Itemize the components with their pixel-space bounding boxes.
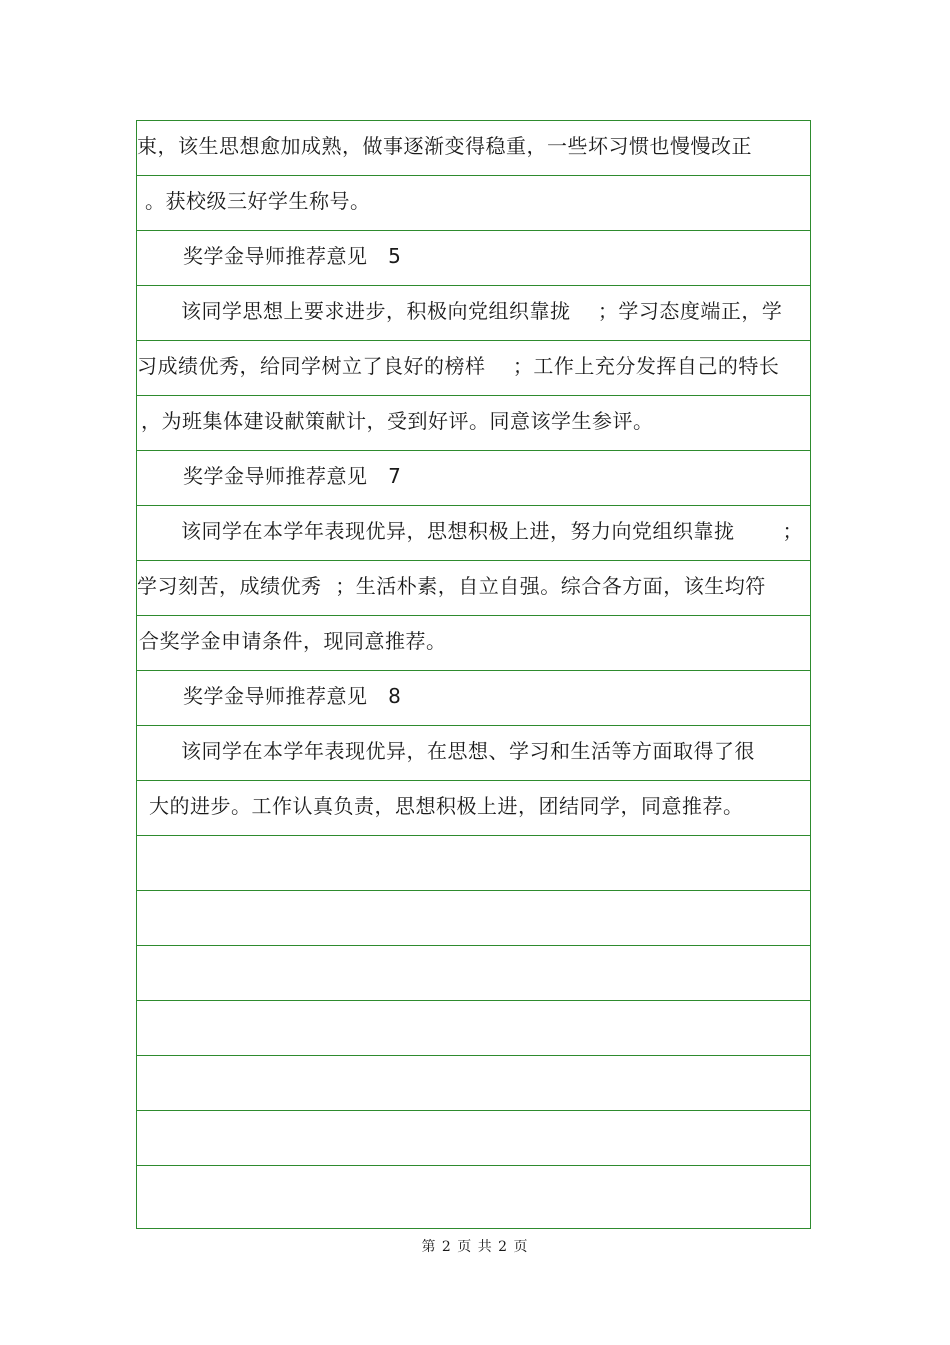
text-line: 。获校级三好学生称号。	[145, 189, 371, 213]
ruled-line	[137, 341, 810, 396]
text-line: 该同学思想上要求进步，积极向党组织靠拢 ；学习态度端正，学	[181, 299, 783, 323]
ruled-line	[137, 286, 810, 341]
ruled-line	[137, 176, 810, 231]
ruled-line	[137, 946, 810, 1001]
text-line: 该同学在本学年表现优异，思想积极上进，努力向党组织靠拢 ；	[181, 519, 804, 543]
ruled-line	[137, 231, 810, 286]
ruled-line	[137, 781, 810, 836]
ruled-line	[137, 1111, 810, 1166]
ruled-line	[137, 616, 810, 671]
ruled-line	[137, 836, 810, 891]
section-heading: 奖学金导师推荐意见 7	[183, 464, 402, 488]
ruled-line	[137, 396, 810, 451]
ruled-line	[137, 1056, 810, 1111]
text-line: 学习刻苦，成绩优秀 ；生活朴素，自立自强。综合各方面，该生均符	[137, 574, 766, 598]
text-line: 该同学在本学年表现优异，在思想、学习和生活等方面取得了很	[181, 739, 755, 763]
ruled-line	[137, 506, 810, 561]
ruled-line	[137, 726, 810, 781]
ruled-line	[137, 1001, 810, 1056]
ruled-paper	[136, 120, 811, 1229]
ruled-line	[137, 451, 810, 506]
section-heading: 奖学金导师推荐意见 5	[183, 244, 402, 268]
ruled-line	[137, 671, 810, 726]
page-footer: 第 2 页 共 2 页	[421, 1239, 529, 1255]
ruled-line	[137, 121, 810, 176]
ruled-line	[137, 1166, 810, 1228]
text-line: 束，该生思想愈加成熟，做事逐渐变得稳重，一些坏习惯也慢慢改正	[137, 134, 752, 158]
ruled-line	[137, 891, 810, 946]
section-heading: 奖学金导师推荐意见 8	[183, 684, 402, 708]
text-line: 习成绩优秀，给同学树立了良好的榜样 ；工作上充分发挥自己的特长	[137, 354, 780, 378]
text-line: 大的进步。工作认真负责，思想积极上进，团结同学，同意推荐。	[149, 794, 744, 818]
ruled-line	[137, 561, 810, 616]
text-line: 合奖学金申请条件，现同意推荐。	[139, 629, 447, 653]
text-line: ，为班集体建设献策献计，受到好评。同意该学生参评。	[141, 409, 654, 433]
